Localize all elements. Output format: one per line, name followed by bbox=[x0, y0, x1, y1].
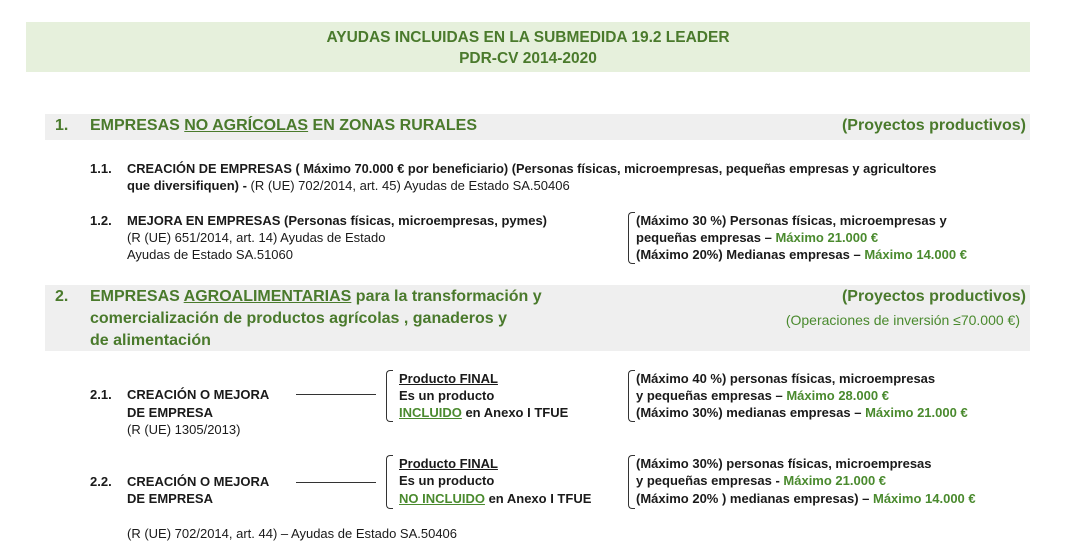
item-1-2-number: 1.2. bbox=[90, 213, 112, 228]
item-1-1-line2: que diversifiquen) - (R (UE) 702/2014, art. 45) Ayudas de Estado SA.50406 bbox=[127, 178, 570, 193]
section-2-title-line3: de alimentación bbox=[90, 332, 211, 349]
section-2-investment-note: (Operaciones de inversión ≤70.000 €) bbox=[785, 312, 1020, 328]
item-2-1-product-title: Producto FINAL bbox=[399, 371, 498, 386]
item-2-2-product-line3: NO INCLUIDO en Anexo I TFUE bbox=[399, 491, 592, 506]
item-1-2-title: MEJORA EN EMPRESAS (Personas físicas, microempresas, pymes) bbox=[127, 213, 548, 228]
item-1-2-aid-line1: (Máximo 30 %) Personas físicas, microempresas y bbox=[636, 213, 947, 228]
item-2-2-aid-brace bbox=[628, 455, 635, 509]
item-2-1-aid-line3: (Máximo 30%) medianas empresas – Máximo 21.000 € bbox=[636, 405, 968, 420]
item-2-2-product-line2: Es un producto bbox=[399, 473, 495, 488]
item-2-2-title-line2: DE EMPRESA bbox=[127, 491, 213, 506]
item-1-2-aid-line2: pequeñas empresas – Máximo 21.000 € bbox=[636, 230, 879, 245]
item-1-1-number: 1.1. bbox=[90, 161, 112, 176]
section-1-number: 1. bbox=[55, 117, 69, 134]
item-2-1-aid-line1: (Máximo 40 %) personas físicas, microempresas bbox=[636, 371, 936, 386]
item-2-1-connector bbox=[296, 394, 376, 395]
item-2-1-product-line3: INCLUIDO en Anexo I TFUE bbox=[399, 405, 569, 420]
item-1-2-state-aid: Ayudas de Estado SA.51060 bbox=[127, 247, 293, 262]
item-2-1-regulation: (R (UE) 1305/2013) bbox=[127, 422, 241, 437]
item-2-2-connector bbox=[296, 482, 376, 483]
item-2-2-aid-line2: y pequeñas empresas - Máximo 21.000 € bbox=[636, 473, 887, 488]
item-2-1-title-line2: DE EMPRESA bbox=[127, 405, 213, 420]
header-subtitle: PDR-CV 2014-2020 bbox=[459, 50, 597, 67]
item-2-2-number: 2.2. bbox=[90, 474, 112, 489]
item-2-2-aid-line3: (Máximo 20% ) medianas empresas) – Máximo 14.000 € bbox=[636, 491, 976, 506]
item-1-2-aid-line3: (Máximo 20%) Medianas empresas – Máximo 14.000 € bbox=[636, 247, 967, 262]
item-2-1-aid-brace bbox=[628, 370, 635, 422]
header-title: AYUDAS INCLUIDAS EN LA SUBMEDIDA 19.2 LEADER bbox=[326, 29, 730, 46]
item-1-1-line1: CREACIÓN DE EMPRESAS ( Máximo 70.000 € por beneficiario) (Personas físicas, microempresas, pequeñas empresas y agricultores bbox=[127, 161, 937, 176]
item-2-1-number: 2.1. bbox=[90, 387, 112, 402]
section-2-footer-regulation: (R (UE) 702/2014, art. 44) – Ayudas de Estado SA.50406 bbox=[127, 526, 458, 541]
section-2-right-label: (Proyectos productivos) bbox=[841, 288, 1026, 305]
item-2-2-product-brace bbox=[386, 455, 393, 509]
section-2-title-line2: comercialización de productos agrícolas , ganaderos y bbox=[90, 310, 508, 327]
item-2-1-title-line1: CREACIÓN O MEJORA bbox=[127, 387, 270, 402]
item-1-2-brace bbox=[628, 212, 635, 264]
section-1-right-label: (Proyectos productivos) bbox=[841, 117, 1026, 134]
section-2-number: 2. bbox=[55, 288, 69, 305]
section-1-title: EMPRESAS NO AGRÍCOLAS EN ZONAS RURALES bbox=[90, 117, 478, 134]
document-header bbox=[26, 22, 1030, 72]
item-2-1-aid-line2: y pequeñas empresas – Máximo 28.000 € bbox=[636, 388, 889, 403]
item-2-2-aid-line1: (Máximo 30%) personas físicas, microempresas bbox=[636, 456, 932, 471]
item-1-2-regulation: (R (UE) 651/2014, art. 14) Ayudas de Estado bbox=[127, 230, 386, 245]
item-2-1-product-brace bbox=[386, 370, 393, 422]
section-2-title-line1: EMPRESAS AGROALIMENTARIAS para la transformación y bbox=[90, 288, 542, 305]
item-2-2-product-title: Producto FINAL bbox=[399, 456, 498, 471]
item-2-1-product-line2: Es un producto bbox=[399, 388, 495, 403]
item-2-2-title-line1: CREACIÓN O MEJORA bbox=[127, 474, 270, 489]
